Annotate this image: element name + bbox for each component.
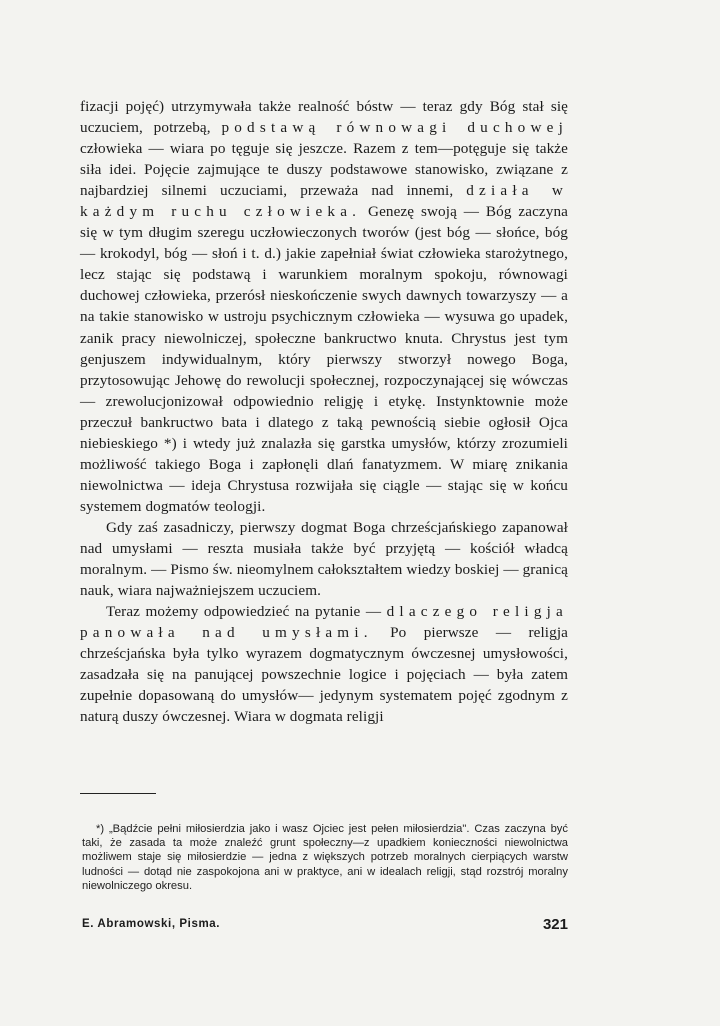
footnote-text: *) „Bądźcie pełni miłosierdzia jako i wasz Ojciec jest pełen miłosierdzia". Czas zaczyna być taki, że zasada ta może znaleźć grunt społeczny—z upadkiem konieczności niewolnictwa możliwem staje się miłosierdzie — jedna z większych potrzeb moralnych cierpiących warstw ludności — dotąd nie zaspokojona ani w praktyce, ani w idealach religji, stąd rozstrój moralny niewolniczego okresu. <box>82 823 568 892</box>
paragraph-1 <box>80 96 568 517</box>
page-number: 321 <box>542 916 568 933</box>
footer-author: E. Abramowski, Pisma. <box>82 918 221 930</box>
footnote <box>82 822 568 893</box>
paragraph-1-text: fizacji pojęć) utrzymywała także realność bóstw — teraz gdy Bóg stał się uczuciem, potrzebą, <box>80 98 568 137</box>
paragraph-1-spaced-phrase: działa w każdym ruchu człowieka. <box>80 182 568 221</box>
main-text <box>80 96 568 727</box>
paragraph-3-text: Po pierwsze — religja chrześcjańska była tylko wyrazem dogmatycznym ówczesnej umysłowości, zasadzała się na panującej powszechnie logice i pojęciach — była zatem zupełnie dopasowaną do umysłów— jedynym systematem pojęć zgodnym z naturą duszy ówczesnej. Wiara w dogmata religji <box>80 624 568 726</box>
paragraph-2: Gdy zaś zasadniczy, pierwszy dogmat Boga chrześcjańskiego zapanował nad umysłami — reszta musiała także być przyjętą — kościół władcą moralnym. — Pismo św. nieomylnem całokształtem wiedzy boskiej — granicą nauk, wiara najważniejszem uczuciem. <box>80 518 568 600</box>
page-footer <box>82 916 568 936</box>
paragraph-3 <box>80 601 568 727</box>
paragraph-3-spaced-phrase: dlaczego religja panowała nad umysłami. <box>80 603 568 642</box>
paragraph-1-spaced-phrase: podstawą równowagi duchowej <box>221 119 569 137</box>
paragraph-1-text: człowieka — wiara po tęguje się jeszcze. Razem z tem—potęguje się także siła idei. Pojęcie zajmujące te duszy podstawowe stanowisko, związane z najbardziej silnemi uczuciami, przeważa nad innemi, <box>80 140 568 200</box>
footnote-divider <box>80 793 156 794</box>
paragraph-3-text: Teraz możemy odpowiedzieć na pytanie — <box>106 603 387 621</box>
paragraph-1-text: Genezę swoją — Bóg zaczyna się w tym długim szeregu uczłowieczonych tworów (jest bóg — słońce, bóg — krokodyl, bóg — słoń i t. d.) jakie zapełniał świat człowieka starożytnego, lecz stając się podstawą i warunkiem moralnym spokoju, równowagi duchowej człowieka, przerósł nieskończenie swych dawnych towarzyszy — a na takie stanowisko w ustroju psychicznym człowieka — wysuwa go upadek, zanik pracy niewolniczej, społeczne bankructwo knuta. Chrystus jest tym genjuszem indywidualnym, który pierwszy stworzył nowego Boga, przytosowując Jehowę do rewolucji społecznej, rozpoczynającej się wówczas — zrewolucjonizował odpowiednio religję i etykę. Instynktownie może przeczuł bankructwo bata i dlatego z taką pewnością siebie ogłosił Ojca niebieskiego *) i wtedy już znalazła się garstka umysłów, którzy zrozumieli możliwość takiego Boga i zapłonęli dlań fanatyzmem. W miarę znikania niewolnictwa — ideja Chrystusa rozwijała się ciągle — stając się w końcu systemem dogmatów teologji. <box>80 203 568 515</box>
